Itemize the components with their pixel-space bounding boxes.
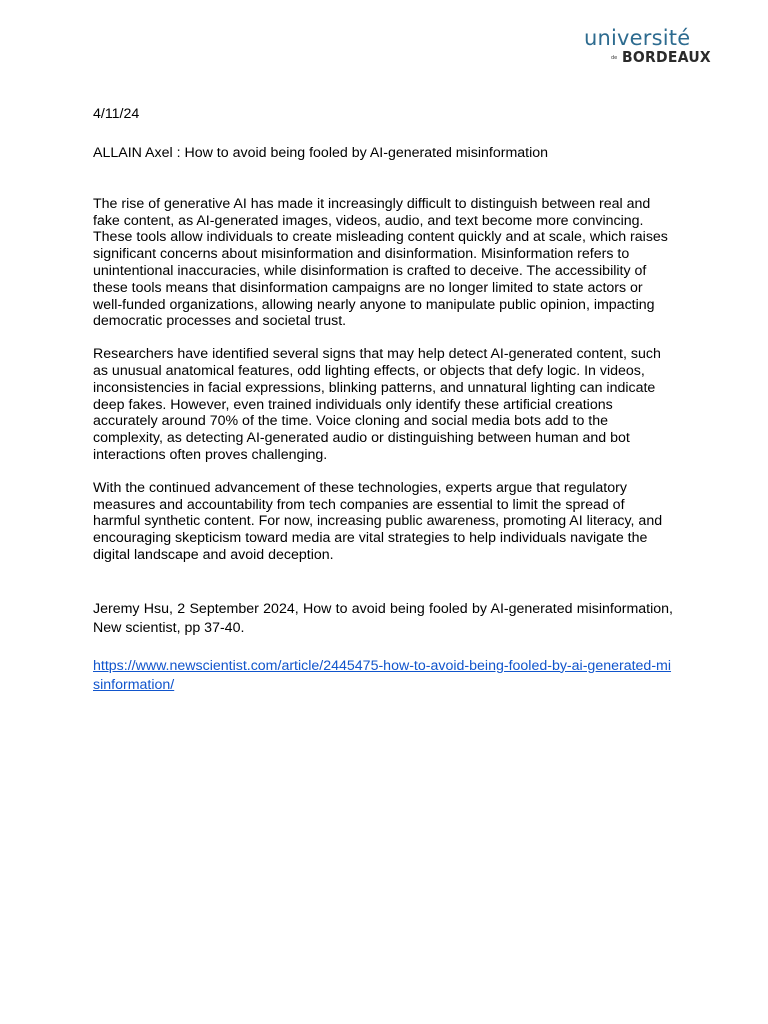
universite-bordeaux-logo bbox=[584, 24, 718, 68]
document-body bbox=[93, 106, 673, 695]
reference-link[interactable]: https://www.newscientist.com/article/2445475-how-to-avoid-being-fooled-by-ai-generated-misinformation/ bbox=[93, 657, 672, 693]
paragraph-1: The rise of generative AI has made it increasingly difficult to distinguish between real and fake content, as AI-generated images, videos, audio, and text become more convincing. These tools allow individuals to create misleading content quickly and at scale, which raises significant concerns about misinformation and disinformation. Misinformation refers to unintentional inaccuracies, while disinformation is crafted to deceive. The accessibility of these tools means that disinformation campaigns are no longer limited to state actors or well-funded organizations, allowing nearly anyone to manipulate public opinion, impacting democratic processes and societal trust. bbox=[93, 195, 668, 330]
logo-universite-text: université bbox=[584, 26, 691, 50]
reference-citation: Jeremy Hsu, 2 September 2024, How to avoid being fooled by AI-generated misinformation, New scientist, pp 37-40. bbox=[93, 600, 673, 636]
document-heading bbox=[93, 145, 673, 162]
heading-separator: : bbox=[172, 145, 185, 161]
logo-bordeaux-text: BORDEAUX bbox=[622, 48, 711, 66]
paragraph-2: Researchers have identified several signs that may help detect AI-generated content, such as unusual anatomical features, odd lighting effects, or objects that defy logic. In videos, inconsistencies in facial expressions, blinking patterns, and unnatural lighting can indicate deep fakes. However, even trained individuals only identify these artificial creations accurately around 70% of the time. Voice cloning and social media bots add to the complexity, as detecting AI-generated audio or distinguishing between human and bot interactions often proves challenging. bbox=[93, 346, 661, 463]
logo-de-text: de bbox=[611, 55, 618, 61]
document-date: 4/11/24 bbox=[93, 106, 140, 122]
paragraph-3: With the continued advancement of these technologies, experts argue that regulatory measures and accountability from tech companies are essential to limit the spread of harmful synthetic content. For now, increasing public awareness, promoting AI literacy, and encouraging skepticism toward media are vital strategies to help individuals navigate the digital landscape and avoid deception. bbox=[93, 479, 663, 563]
document-title: How to avoid being fooled by AI-generated misinformation bbox=[184, 145, 549, 161]
author-name: ALLAIN Axel bbox=[93, 145, 173, 161]
